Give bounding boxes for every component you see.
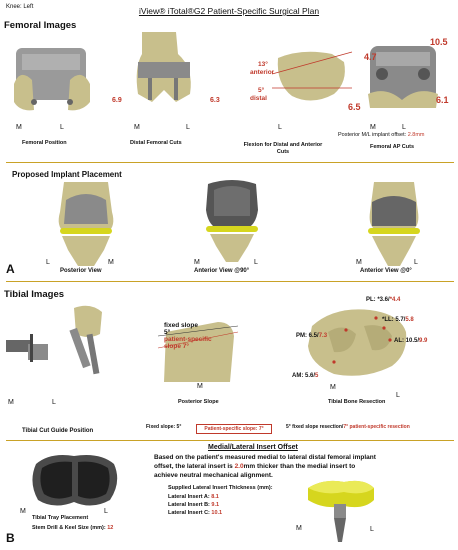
insert-row-a: Lateral Insert A: 8.1 <box>168 494 219 500</box>
anterior-0-image <box>366 182 422 266</box>
resection-l: L <box>396 392 400 399</box>
panel-letter-b: B <box>6 531 15 545</box>
insert-paragraph-line-3: achieve neutral mechanical alignment. <box>154 472 273 479</box>
resection-legend: 5° fixed slope resection/7° patient-specific resection <box>286 424 410 430</box>
anterior0-l: L <box>414 259 418 266</box>
femoral-heading: Femoral Images <box>4 20 77 31</box>
fixed-slope-legend: Fixed slope: 5° <box>146 424 182 430</box>
ap-bottom-right-value: 6.1 <box>436 95 449 105</box>
fixed-slope-degrees: 5° <box>164 329 171 336</box>
slope-m: M <box>197 383 203 390</box>
flexion-l: L <box>278 124 282 131</box>
femoral-position-m: M <box>16 124 22 131</box>
ap-bottom-left-value: 6.5 <box>348 102 361 112</box>
guide-l: L <box>52 399 56 406</box>
tray-m: M <box>20 508 26 515</box>
pl-measure: PL: *3.6/*4.4 <box>366 297 401 303</box>
distal-caption: Distal Femoral Cuts <box>130 140 182 146</box>
slope-caption: Posterior Slope <box>178 399 219 405</box>
anterior-90-image <box>204 180 260 262</box>
ap-l: L <box>402 124 406 131</box>
tibial-heading: Tibial Images <box>4 289 65 300</box>
femoral-position-image <box>12 40 92 120</box>
insert-paragraph-line-1: Based on the patient's measured medial to lateral distal femoral implant <box>154 454 376 461</box>
anterior90-caption: Anterior View @90° <box>194 268 250 274</box>
tibial-cut-guide-image <box>6 304 126 384</box>
anterior90-l: L <box>254 259 258 266</box>
tray-l: L <box>104 508 108 515</box>
ap-m: M <box>370 124 376 131</box>
distal-left-value: 6.9 <box>112 97 122 104</box>
distal-femoral-cuts-image <box>124 32 204 122</box>
tibial-tray-image <box>30 452 120 510</box>
patient-slope-degrees: slope 7° <box>164 343 189 350</box>
offset-label: Posterior M/L implant offset: 2.8mm <box>338 132 425 138</box>
tibial-insert-image <box>304 478 376 544</box>
flexion-caption: Flexion for Distal and Anterior Cuts <box>243 142 323 155</box>
section-divider <box>6 440 454 441</box>
knee-side-label: Knee: Left <box>6 4 34 10</box>
insert-row-b: Lateral Insert B: 9.1 <box>168 502 220 508</box>
posterior-caption: Posterior View <box>60 268 102 274</box>
posterior-l: L <box>46 259 50 266</box>
femoral-ap-cuts-image <box>366 42 442 112</box>
femoral-position-caption: Femoral Position <box>22 140 67 146</box>
posterior-m: M <box>108 259 114 266</box>
distal-word: distal <box>250 95 267 102</box>
panel-letter-a: A <box>6 262 15 276</box>
fixed-slope-label: fixed slope <box>164 322 198 329</box>
anterior0-m: M <box>356 259 362 266</box>
stem-label: Stem Drill & Keel Size (mm): 12 <box>32 525 114 531</box>
anterior90-m: M <box>194 259 200 266</box>
supplied-label: Supplied Lateral Insert Thickness (mm): <box>168 485 273 491</box>
insert-heading: Medial/Lateral Insert Offset <box>208 444 298 451</box>
distal-angle: 5° <box>258 87 265 94</box>
pm-measure: PM: 6.5/7.3 <box>296 333 328 339</box>
anterior0-caption: Anterior View @0° <box>360 268 412 274</box>
insert-l: L <box>370 526 374 533</box>
flexion-image <box>272 48 352 108</box>
page-title: iView® iTotal®G2 Patient-Specific Surgical Plan <box>138 6 320 16</box>
posterior-view-image <box>56 182 116 266</box>
resection-caption: Tibial Bone Resection <box>328 399 386 405</box>
anterior-word: anterior <box>250 69 275 76</box>
patient-slope-label: patient-specific <box>164 336 212 343</box>
guide-caption: Tibial Cut Guide Position <box>22 428 94 434</box>
placement-heading: Proposed Implant Placement <box>12 170 122 179</box>
distal-right-value: 6.3 <box>210 97 220 104</box>
resection-m: M <box>330 384 336 391</box>
section-divider <box>6 281 454 282</box>
tray-caption: Tibial Tray Placement <box>32 515 89 521</box>
insert-paragraph-line-2: offset, the lateral insert is 2.0mm thicker than the medial insert to <box>154 463 356 470</box>
ll-measure: *LL: 5.7/5.8 <box>382 317 414 323</box>
femoral-position-l: L <box>60 124 64 131</box>
insert-m: M <box>296 525 302 532</box>
insert-row-c: Lateral Insert C: 10.1 <box>168 510 223 516</box>
ap-top-right-value: 10.5 <box>430 37 448 47</box>
anterior-angle: 13° <box>258 61 268 68</box>
distal-m: M <box>134 124 140 131</box>
patient-slope-legend: Patient-specific slope: 7° <box>196 424 272 434</box>
al-measure: AL: 10.5/9.9 <box>394 338 428 344</box>
distal-l: L <box>186 124 190 131</box>
ap-top-left-value: 4.7 <box>364 52 377 62</box>
ap-caption: Femoral AP Cuts <box>370 144 415 150</box>
guide-m: M <box>8 399 14 406</box>
section-divider <box>6 162 454 163</box>
am-measure: AM: 5.6/5 <box>292 373 319 379</box>
